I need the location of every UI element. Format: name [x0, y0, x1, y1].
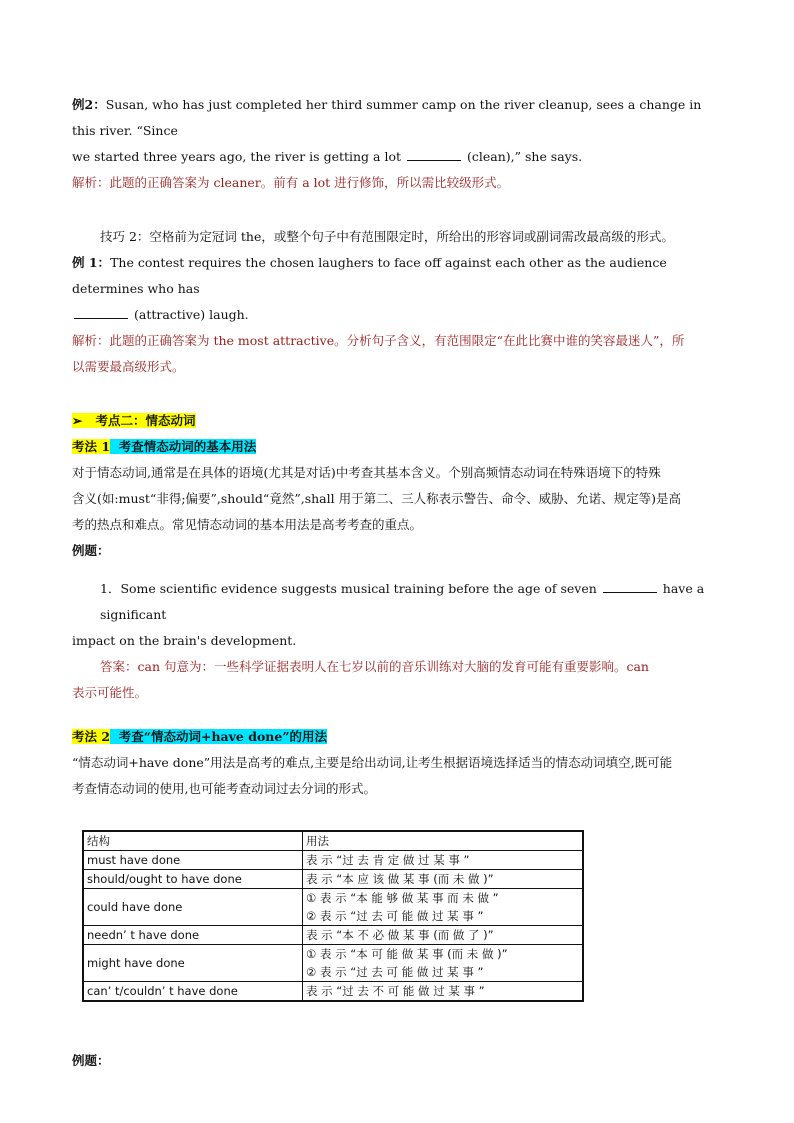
answer1-line2: 表示可能性。 [72, 685, 148, 700]
question1-line1: 1．Some scientific evidence suggests musical training before the age of seven have a significant [100, 581, 705, 622]
method1-body-line2: 含义(如:must“非得;偏要”,should“竟然”,shall 用于第二、三人称表示警告、命令、威胁、允诺、规定等)是高 [72, 491, 681, 506]
arrow-icon: ➢ [72, 413, 83, 428]
method1-label: 考法 1 [72, 439, 111, 454]
example2-line2: we started three years ago, the river is getting a lot (clean),” she says. [72, 149, 583, 164]
table-row: can’ t/couldn’ t have done 表 示 “过 去 不 可 能 做 过 某 事 ” [83, 982, 583, 1002]
modal-perfect-table [82, 830, 584, 1002]
tip2-analysis-line1: 解析：此题的正确答案为 the most attractive。分析句子含义，有范围限定“在此比赛中谁的笑容最迷人”，所 [72, 333, 685, 348]
tip2-analysis-line2: 以需要最高级形式。 [72, 359, 185, 374]
method2-body-line2: 考查情态动词的使用,也可能考查动词过去分词的形式。 [72, 781, 376, 796]
example2-label: 例2： [72, 97, 106, 112]
table-row: might have done ① 表 示 “本 可 能 做 某 事 (而 未 做 )” ② 表 示 “过 去 可 能 做 过 某 事 ” [83, 945, 583, 982]
table-row: must have done 表 示 “过 去 肯 定 做 过 某 事 ” [83, 851, 583, 870]
tip2-example-line2: (attractive) laugh. [72, 302, 724, 328]
method2-label: 考法 2 [72, 729, 111, 744]
point2-heading [72, 408, 724, 434]
method1-example-heading: 例题： [72, 543, 110, 558]
fill-blank [407, 148, 461, 161]
answer1-line1: 答案：can 句意为：一些科学证据表明人在七岁以前的音乐训练对大脑的发育可能有重要影响。can [100, 659, 649, 674]
table-header-row [83, 831, 583, 851]
method2-heading [72, 724, 724, 750]
table-row: should/ought to have done 表 示 “本 应 该 做 某 事 (而 未 做 )” [83, 870, 583, 889]
tip2-text: 技巧 2：空格前为定冠词 the，或整个句子中有范围限定时，所给出的形容词或副词需改最高级的形式。 [100, 229, 674, 244]
method1-title: 考查情态动词的基本用法 [110, 439, 256, 454]
table-row: needn’ t have done 表 示 “本 不 必 做 某 事 (而 做 了 )” [83, 926, 583, 945]
table-row: could have done ① 表 示 “本 能 够 做 某 事 而 未 做 ” ② 表 示 “过 去 可 能 做 过 某 事 ” [83, 889, 583, 926]
method1-body-line3: 考的热点和难点。常见情态动词的基本用法是高考考查的重点。 [72, 517, 423, 532]
document-page [72, 92, 724, 1074]
fill-blank [74, 306, 128, 319]
example2-analysis: 解析：此题的正确答案为 cleaner。前有 a lot 进行修饰，所以需比较级形式。 [72, 175, 510, 190]
fill-blank [603, 580, 657, 593]
tip2-example-line1: 例 1：The contest requires the chosen laughers to face off against each other as the audience determines who has [72, 255, 667, 296]
method2-body-line1: “情态动词+have done”用法是高考的难点,主要是给出动词,让考生根据语境选择适当的情态动词填空,既可能 [72, 755, 673, 770]
tip2-example-label: 例 1： [72, 255, 111, 270]
point2-highlight: ➢ 考点二：情态动词 [72, 413, 196, 428]
example2-line1: 例2：Susan, who has just completed her third summer camp on the river cleanup, sees a change in this river. “Since [72, 97, 702, 138]
table-header-structure: 结构 [83, 831, 303, 851]
final-example-heading: 例题： [72, 1053, 110, 1068]
method1-body-line1: 对于情态动词,通常是在具体的语境(尤其是对话)中考查其基本含义。个别高频情态动词在特殊语境下的特殊 [72, 465, 661, 480]
method1-heading [72, 434, 724, 460]
table-header-usage: 用法 [303, 831, 584, 851]
question1-line2: impact on the brain's development. [72, 633, 297, 648]
method2-title: 考查“情态动词+have done”的用法 [110, 729, 327, 744]
